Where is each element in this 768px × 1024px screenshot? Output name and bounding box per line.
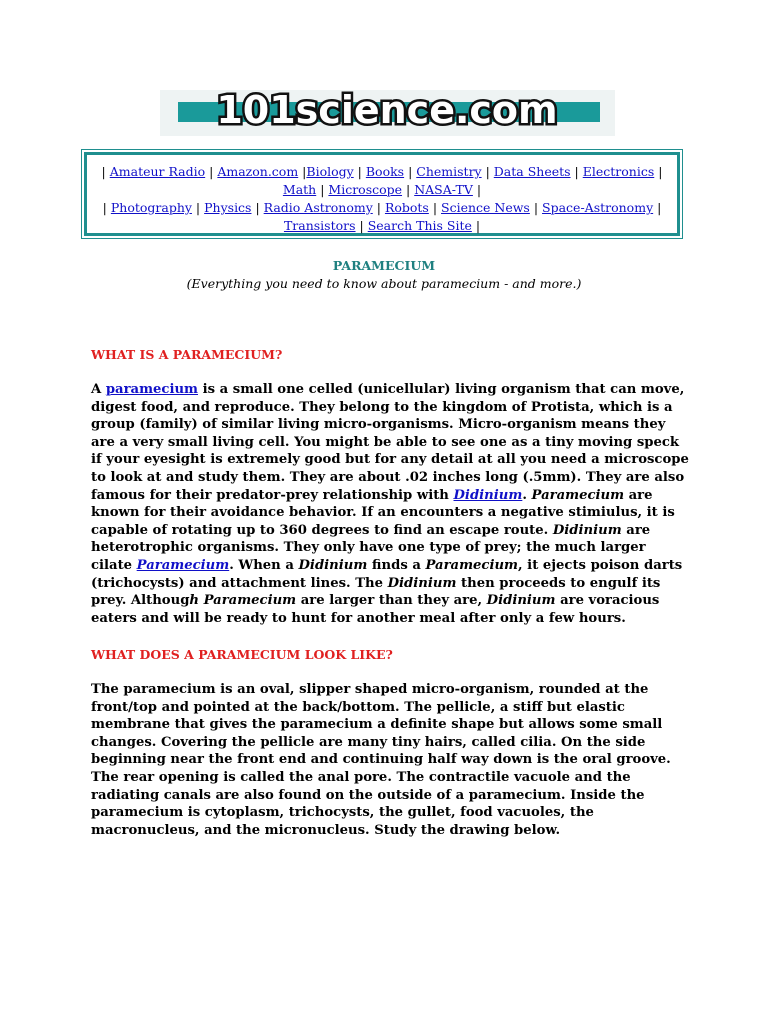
section-heading-look-like: WHAT DOES A PARAMECIUM LOOK LIKE? bbox=[91, 647, 393, 662]
nav-link-chemistry[interactable]: Chemistry bbox=[416, 164, 482, 179]
nav-link-microscope[interactable]: Microscope bbox=[328, 182, 403, 197]
paramecium-link-2[interactable]: Paramecium bbox=[136, 557, 230, 573]
nav-link-robots[interactable]: Robots bbox=[384, 200, 429, 215]
nav-row-1: | Amateur Radio | Amazon.com |Biology | Books | Chemistry | Data Sheets | Electronics | bbox=[101, 164, 663, 179]
nav-link-physics[interactable]: Physics bbox=[204, 200, 252, 215]
section-heading-what-is: WHAT IS A PARAMECIUM? bbox=[91, 347, 283, 362]
paragraph-look-like: The paramecium is an oval, slipper shaped micro-organism, rounded at the front/top and pointed at the back/bottom. The pellicle, a stiff but elastic membrane that gives the paramecium a definite shape but allows some small changes. Covering the pellicle are many tiny hairs, called cilia. On the side beginning near the front end and continuing half way down is the oral groove. The rear opening is called the anal pore. The contractile vacuole and the radiating canals are also found on the outside of a paramecium. Inside the paramecium is cytoplasm, trichocysts, the gullet, food vacuoles, the macronucleus, and the micronucleus. Study the drawing below. bbox=[91, 682, 671, 838]
nav-link-math[interactable]: Math bbox=[282, 182, 317, 197]
page-title: PARAMECIUM bbox=[332, 258, 436, 273]
paragraph-what-is: A paramecium is a small one celled (unicellular) living organism that can move, digest food, and reproduce. They belong to the kingdom of Protista, which is a group (family) of similar living micro-organisms. Micro-organism means they are a very small living cell. You might be able to see one as a tiny moving speck if your eyesight is extremely good but for any detail at all you need a microscope to look at and study them. They are about .02 inches long (.5mm). They are also famous for their predator-prey relationship with Didinium. Paramecium are known for their avoidance behavior. If an encounters a negative stimiulus, it is capable of rotating up to 360 degrees to find an escape route. Didinium are heterotrophic organisms. They only have one type of prey; the much larger cilate Paramecium. When a Didinium finds a Paramecium, it ejects poison darts (trichocysts) and attachment lines. The Didinium then proceeds to engulf its prey. Although Paramecium are larger than they are, Didinium are voracious eaters and will be ready to hunt for another meal after only a few hours. bbox=[91, 382, 689, 626]
nav-menu bbox=[84, 152, 680, 236]
nav-link-biology[interactable]: Biology bbox=[306, 164, 354, 179]
site-logo bbox=[160, 90, 615, 136]
nav-row-4: Transistors | Search This Site | bbox=[283, 218, 481, 233]
nav-link-electronics[interactable]: Electronics bbox=[582, 164, 655, 179]
nav-link-space-astronomy[interactable]: Space-Astronomy bbox=[542, 200, 654, 215]
nav-link-books[interactable]: Books bbox=[365, 164, 405, 179]
paramecium-link[interactable]: paramecium bbox=[105, 382, 199, 397]
nav-link-photography[interactable]: Photography bbox=[110, 200, 192, 215]
nav-link-nasa-tv[interactable]: NASA-TV bbox=[414, 182, 473, 197]
nav-row-3: | Photography | Physics | Radio Astronomy | Robots | Science News | Space-Astronomy | bbox=[102, 200, 662, 215]
nav-link-amateur-radio[interactable]: Amateur Radio bbox=[109, 164, 206, 179]
nav-link-science-news[interactable]: Science News bbox=[441, 200, 530, 215]
nav-row-2: Math | Microscope | NASA-TV | bbox=[282, 182, 482, 197]
nav-link-data-sheets[interactable]: Data Sheets bbox=[493, 164, 571, 179]
site-logo-text: 101science.com bbox=[216, 90, 558, 132]
nav-link-amazon[interactable]: Amazon.com bbox=[217, 164, 299, 179]
didinium-link[interactable]: Didinium bbox=[453, 487, 523, 503]
nav-link-transistors[interactable]: Transistors bbox=[283, 218, 356, 233]
nav-link-search-site[interactable]: Search This Site bbox=[367, 218, 472, 233]
page-subtitle: (Everything you need to know about paramecium - and more.) bbox=[186, 276, 582, 291]
nav-link-radio-astronomy[interactable]: Radio Astronomy bbox=[263, 200, 373, 215]
